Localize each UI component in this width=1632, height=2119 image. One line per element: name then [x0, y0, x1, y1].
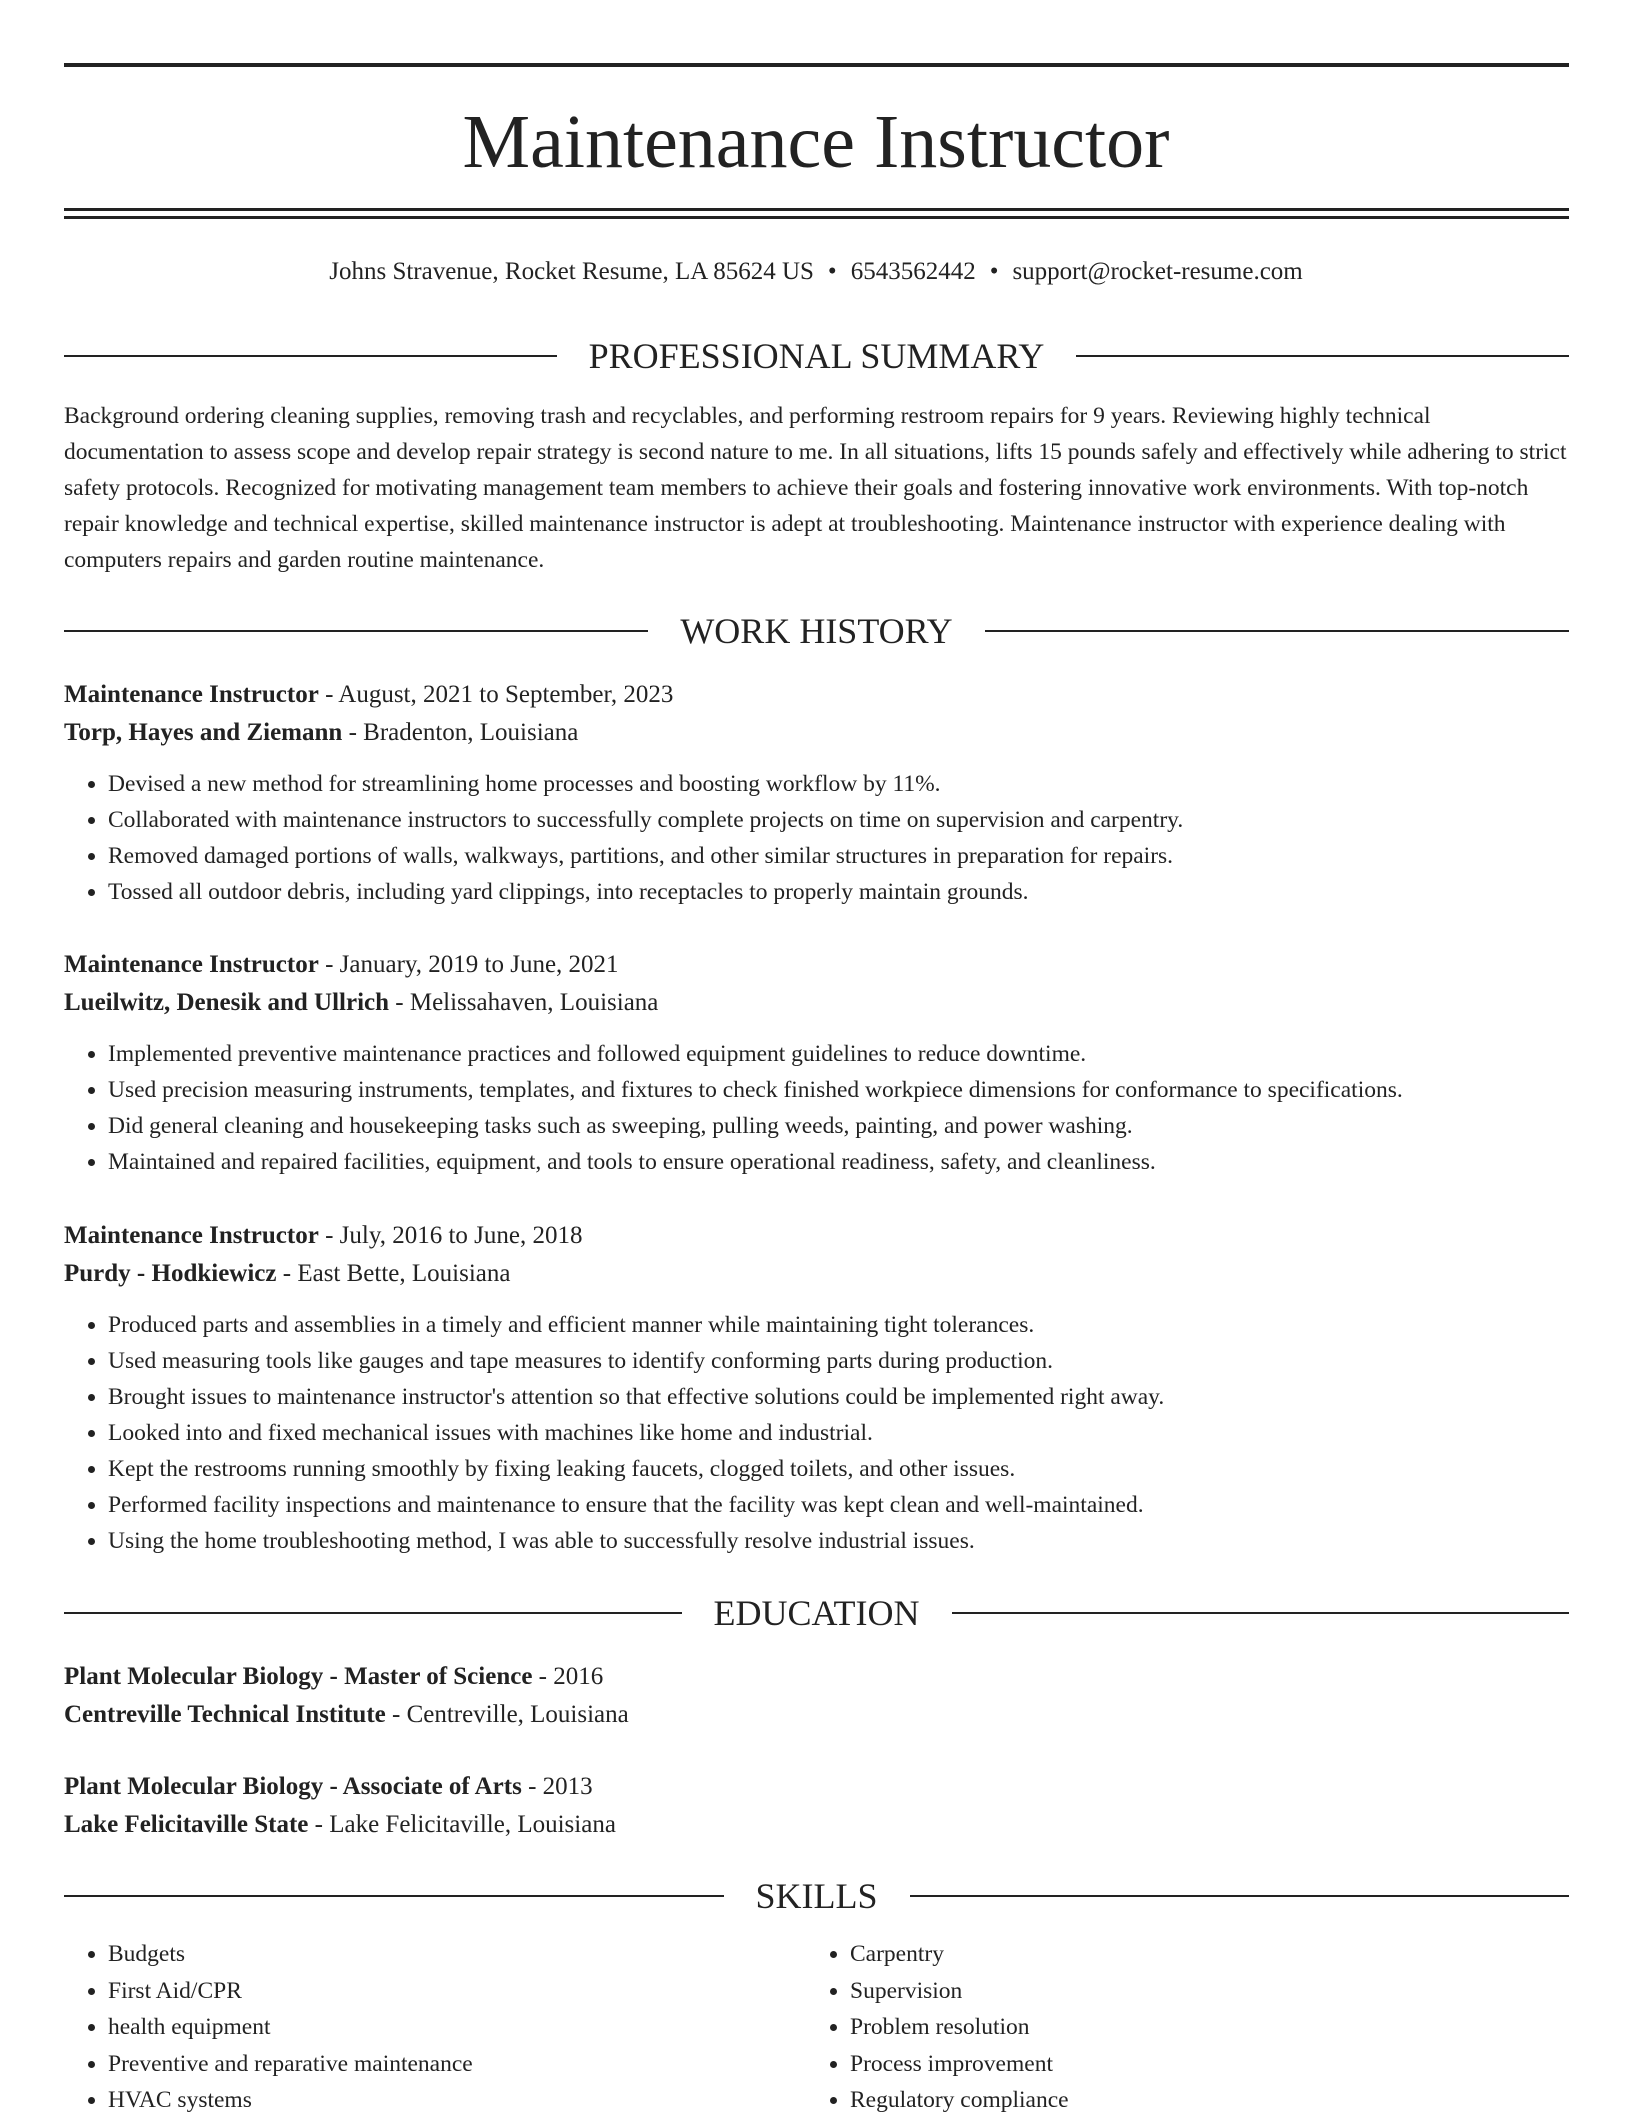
job-bullet: • Did general cleaning and housekeeping tasks such as sweeping, pulling weeds, painting, and power washing.	[108, 1108, 1569, 1144]
job-bullet: • Devised a new method for streamlining home processes and boosting workflow by 11%.	[108, 766, 1569, 802]
education-year: - 2016	[532, 1663, 604, 1690]
contact-separator: •	[989, 258, 999, 285]
job-bullet: • Using the home troubleshooting method, I was able to successfully resolve industrial issues.	[108, 1523, 1569, 1559]
job-entry	[64, 676, 1569, 910]
section-title: EDUCATION	[713, 1593, 920, 1633]
section-heading-work-history	[64, 606, 1569, 656]
job-dates: - August, 2021 to September, 2023	[318, 681, 674, 708]
job-title-line	[64, 946, 1569, 984]
education-location: - Lake Felicitaville, Louisiana	[308, 1811, 616, 1838]
job-bullet: • Removed damaged portions of walls, walkways, partitions, and other similar structures in preparation for repairs.	[108, 838, 1569, 874]
section-rule-left	[64, 1895, 724, 1897]
job-role: Maintenance Instructor	[64, 951, 319, 978]
title-double-rule-bottom	[64, 216, 1569, 219]
skill-item: • Problem resolution	[850, 2009, 1069, 2046]
education-location: - Centreville, Louisiana	[385, 1701, 629, 1728]
job-entry	[64, 1217, 1569, 1559]
title-double-rule-top	[64, 208, 1569, 211]
job-bullets	[64, 1307, 1569, 1559]
job-dates: - July, 2016 to June, 2018	[318, 1222, 583, 1249]
job-location: - Melissahaven, Louisiana	[389, 989, 659, 1016]
job-entry	[64, 946, 1569, 1180]
section-title: PROFESSIONAL SUMMARY	[588, 336, 1045, 376]
section-title: WORK HISTORY	[680, 611, 953, 651]
contact-address: Johns Stravenue, Rocket Resume, LA 85624 US	[329, 258, 814, 285]
job-dates: - January, 2019 to June, 2021	[318, 951, 619, 978]
job-bullet: • Performed facility inspections and maintenance to ensure that the facility was kept clean and well-maintained.	[108, 1487, 1569, 1523]
skill-item: • Budgets	[108, 1936, 473, 1973]
job-bullet: • Kept the restrooms running smoothly by fixing leaking faucets, clogged toilets, and other issues.	[108, 1451, 1569, 1487]
job-company: Purdy - Hodkiewicz	[64, 1260, 277, 1287]
job-company-line	[64, 714, 1569, 752]
job-location: - Bradenton, Louisiana	[342, 719, 579, 746]
job-bullets	[64, 1036, 1569, 1180]
job-title-line	[64, 676, 1569, 714]
education-school: Lake Felicitaville State	[64, 1811, 309, 1838]
section-heading-education	[64, 1588, 1569, 1638]
skill-item: • Carpentry	[850, 1936, 1069, 1973]
skill-item: • First Aid/CPR	[108, 1973, 473, 2010]
contact-phone: 6543562442	[850, 258, 976, 285]
job-bullet: • Maintained and repaired facilities, equipment, and tools to ensure operational readiness, safety, and cleanliness.	[108, 1144, 1569, 1180]
job-company-line	[64, 1255, 1569, 1293]
page-title: Maintenance Instructor	[462, 100, 1170, 184]
education-degree-line	[64, 1768, 1569, 1806]
contact-line	[0, 252, 1632, 292]
top-rule	[64, 63, 1569, 67]
education-entry	[64, 1658, 1569, 1734]
job-company: Lueilwitz, Denesik and Ullrich	[64, 989, 390, 1016]
section-rule-right	[985, 630, 1569, 632]
section-title: SKILLS	[755, 1876, 878, 1916]
job-bullet: • Looked into and fixed mechanical issues with machines like home and industrial.	[108, 1415, 1569, 1451]
education-degree: Plant Molecular Biology - Associate of Arts	[64, 1773, 522, 1800]
job-title-line	[64, 1217, 1569, 1255]
section-rule-right	[952, 1612, 1570, 1614]
skill-item: • health equipment	[108, 2009, 473, 2046]
summary-paragraph: Background ordering cleaning supplies, removing trash and recyclables, and performing restroom repairs for 9 years. Reviewing highly technical documentation to assess scope and develop repair strategy is second nature to me. In all situations, lifts 15 pounds safely and effectively while adhering to strict safety protocols. Recognized for motivating management team members to achieve their goals and fostering innovative work environments. With top-notch repair knowledge and technical expertise, skilled maintenance instructor is adept at troubleshooting. Maintenance instructor with experience dealing with computers repairs and garden routine maintenance.	[64, 403, 1567, 573]
job-bullet: • Produced parts and assemblies in a timely and efficient manner while maintaining tight tolerances.	[108, 1307, 1569, 1343]
job-company-line	[64, 984, 1569, 1022]
skill-item: • Process improvement	[850, 2046, 1069, 2083]
skill-item: • Preventive and reparative maintenance	[108, 2046, 473, 2083]
contact-separator: •	[827, 258, 837, 285]
education-degree: Plant Molecular Biology - Master of Science	[64, 1663, 533, 1690]
job-bullets	[64, 766, 1569, 910]
job-company: Torp, Hayes and Ziemann	[64, 719, 343, 746]
section-heading-skills	[64, 1871, 1569, 1921]
education-school-line	[64, 1806, 1569, 1844]
section-rule-left	[64, 1612, 682, 1614]
job-role: Maintenance Instructor	[64, 1222, 319, 1249]
skill-item: • Regulatory compliance	[850, 2082, 1069, 2119]
job-bullet: • Brought issues to maintenance instructor's attention so that effective solutions could be implemented right away.	[108, 1379, 1569, 1415]
skill-item: • HVAC systems	[108, 2082, 473, 2119]
job-bullet: • Collaborated with maintenance instructors to successfully complete projects on time on supervision and carpentry.	[108, 802, 1569, 838]
education-school: Centreville Technical Institute	[64, 1701, 386, 1728]
section-rule-left	[64, 355, 557, 357]
skills-list-right	[806, 1936, 1069, 2119]
education-year: - 2013	[521, 1773, 593, 1800]
contact-email[interactable]: support@rocket-resume.com	[1012, 258, 1303, 285]
education-school-line	[64, 1696, 1569, 1734]
section-rule-right	[910, 1895, 1570, 1897]
job-bullet: • Used precision measuring instruments, templates, and fixtures to check finished workpiece dimensions for conformance to specifications.	[108, 1072, 1569, 1108]
job-bullet: • Used measuring tools like gauges and tape measures to identify conforming parts during production.	[108, 1343, 1569, 1379]
job-bullet: • Implemented preventive maintenance practices and followed equipment guidelines to reduce downtime.	[108, 1036, 1569, 1072]
skill-item: • Supervision	[850, 1973, 1069, 2010]
education-entry	[64, 1768, 1569, 1844]
section-rule-left	[64, 630, 648, 632]
job-location: - East Bette, Louisiana	[276, 1260, 511, 1287]
job-role: Maintenance Instructor	[64, 681, 319, 708]
education-degree-line	[64, 1658, 1569, 1696]
skills-list-left	[64, 1936, 473, 2119]
section-heading-summary	[64, 331, 1569, 381]
job-bullet: • Tossed all outdoor debris, including yard clippings, into receptacles to properly maintain grounds.	[108, 874, 1569, 910]
section-rule-right	[1076, 355, 1569, 357]
